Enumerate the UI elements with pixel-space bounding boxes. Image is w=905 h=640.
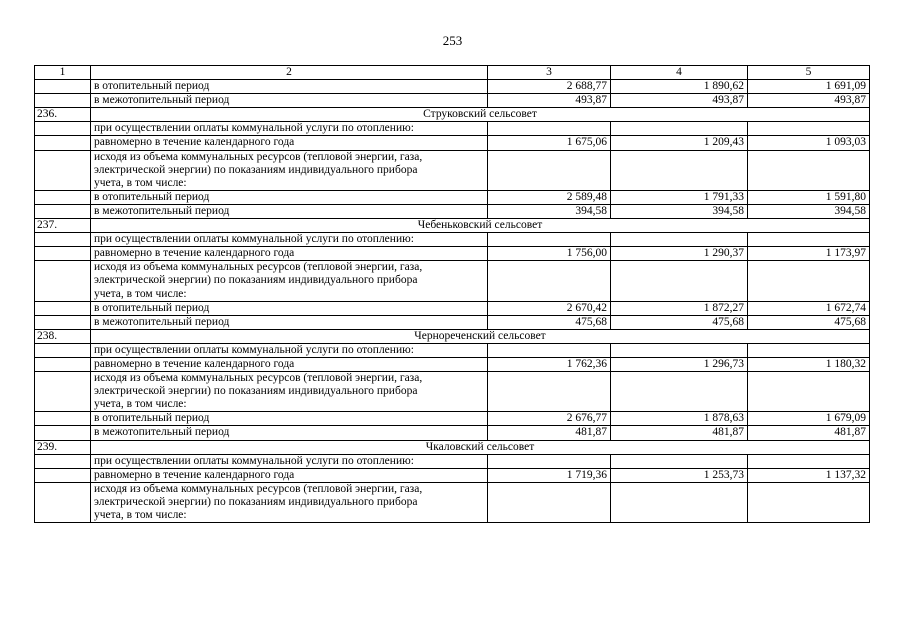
empty-cell (488, 122, 611, 136)
index-cell (35, 190, 91, 204)
empty-cell (748, 454, 870, 468)
empty-cell (748, 150, 870, 190)
meter-row (35, 150, 870, 190)
label-cell (91, 150, 488, 190)
empty-cell (748, 233, 870, 247)
label-cell: при осуществлении оплаты коммунальной услуги по отоплению: (91, 122, 488, 136)
empty-cell (748, 122, 870, 136)
index-cell (35, 426, 91, 440)
header-cell: 4 (611, 66, 748, 80)
index-cell (35, 122, 91, 136)
value-cell: 493,87 (611, 94, 748, 108)
label-cell: в межотопительный период (91, 94, 488, 108)
payment-label-row (35, 454, 870, 468)
label-line: исходя из объема коммунальных ресурсов (тепловой энергии, газа, (94, 150, 423, 163)
label-line: учета, в том числе: (94, 287, 187, 300)
heating-row (35, 301, 870, 315)
value-cell: 1 679,09 (748, 412, 870, 426)
label-line: учета, в том числе: (94, 509, 187, 521)
value-cell: 1 180,32 (748, 357, 870, 371)
label-cell (91, 482, 488, 522)
uniform-row (35, 468, 870, 482)
label-cell: при осуществлении оплаты коммунальной услуги по отоплению: (91, 454, 488, 468)
empty-cell (611, 372, 748, 412)
empty-cell (748, 482, 870, 522)
header-cell: 5 (748, 66, 870, 80)
index-cell (35, 94, 91, 108)
value-cell: 1 672,74 (748, 301, 870, 315)
nonheating-row (35, 204, 870, 218)
empty-cell (611, 454, 748, 468)
label-cell: равномерно в течение календарного года (91, 136, 488, 150)
index-cell (35, 136, 91, 150)
empty-cell (488, 150, 611, 190)
value-cell: 1 093,03 (748, 136, 870, 150)
section-header-row (35, 219, 870, 233)
label-cell: в межотопительный период (91, 426, 488, 440)
index-cell (35, 454, 91, 468)
uniform-row (35, 247, 870, 261)
nonheating-row (35, 426, 870, 440)
label-cell: в межотопительный период (91, 204, 488, 218)
uniform-row (35, 136, 870, 150)
empty-cell (611, 343, 748, 357)
value-cell: 2 670,42 (488, 301, 611, 315)
value-cell: 1 890,62 (611, 80, 748, 94)
label-cell: при осуществлении оплаты коммунальной услуги по отоплению: (91, 233, 488, 247)
label-cell: при осуществлении оплаты коммунальной услуги по отоплению: (91, 343, 488, 357)
label-line: исходя из объема коммунальных ресурсов (тепловой энергии, газа, (94, 372, 423, 385)
value-cell: 394,58 (611, 204, 748, 218)
section-name: Чебеньковский сельсовет (91, 219, 870, 233)
empty-cell (611, 122, 748, 136)
index-cell (35, 204, 91, 218)
value-cell: 394,58 (488, 204, 611, 218)
value-cell: 1 290,37 (611, 247, 748, 261)
section-index: 238. (35, 329, 91, 343)
heating-row (35, 412, 870, 426)
nonheating-row (35, 315, 870, 329)
index-cell (35, 343, 91, 357)
payment-label-row (35, 343, 870, 357)
label-cell: в отопительный период (91, 412, 488, 426)
section-header-row (35, 440, 870, 454)
index-cell (35, 412, 91, 426)
value-cell: 481,87 (748, 426, 870, 440)
value-cell: 475,68 (748, 315, 870, 329)
header-cell: 2 (91, 66, 488, 80)
section-index: 236. (35, 108, 91, 122)
empty-cell (488, 261, 611, 301)
empty-cell (748, 261, 870, 301)
page-number: 253 (442, 33, 463, 48)
empty-cell (611, 150, 748, 190)
empty-cell (748, 372, 870, 412)
index-cell (35, 301, 91, 315)
section-header-row (35, 108, 870, 122)
header-cell: 1 (35, 66, 91, 80)
value-cell: 394,58 (748, 204, 870, 218)
value-cell: 493,87 (488, 94, 611, 108)
index-cell (35, 315, 91, 329)
label-cell (91, 261, 488, 301)
label-line: электрической энергии) по показаниям индивидуального прибора (94, 274, 418, 287)
label-line: электрической энергии) по показаниям индивидуального прибора (94, 385, 418, 398)
label-line: учета, в том числе: (94, 176, 187, 189)
empty-cell (748, 343, 870, 357)
empty-cell (488, 343, 611, 357)
value-cell: 481,87 (611, 426, 748, 440)
section-name: Чкаловский сельсовет (91, 440, 870, 454)
label-cell (91, 372, 488, 412)
label-cell: равномерно в течение календарного года (91, 468, 488, 482)
value-cell: 1 756,00 (488, 247, 611, 261)
value-cell: 1 691,09 (748, 80, 870, 94)
label-line: электрической энергии) по показаниям индивидуального прибора (94, 495, 418, 508)
value-cell: 1 209,43 (611, 136, 748, 150)
value-cell: 1 675,06 (488, 136, 611, 150)
index-cell (35, 482, 91, 522)
meter-row (35, 372, 870, 412)
value-cell: 475,68 (488, 315, 611, 329)
index-cell (35, 357, 91, 371)
label-cell: в отопительный период (91, 301, 488, 315)
section-index: 239. (35, 440, 91, 454)
index-cell (35, 261, 91, 301)
table-row (35, 80, 870, 94)
value-cell: 2 676,77 (488, 412, 611, 426)
empty-cell (488, 233, 611, 247)
section-name: Струковский сельсовет (91, 108, 870, 122)
label-cell: в отопительный период (91, 80, 488, 94)
payment-label-row (35, 233, 870, 247)
value-cell: 481,87 (488, 426, 611, 440)
empty-cell (611, 261, 748, 301)
value-cell: 1 591,80 (748, 190, 870, 204)
index-cell (35, 150, 91, 190)
label-cell: равномерно в течение календарного года (91, 247, 488, 261)
index-cell (35, 247, 91, 261)
value-cell: 1 296,73 (611, 357, 748, 371)
value-cell: 1 872,27 (611, 301, 748, 315)
index-cell (35, 372, 91, 412)
value-cell: 475,68 (611, 315, 748, 329)
empty-cell (488, 482, 611, 522)
header-cell: 3 (488, 66, 611, 80)
index-cell (35, 80, 91, 94)
value-cell: 2 589,48 (488, 190, 611, 204)
index-cell (35, 233, 91, 247)
value-cell: 1 878,63 (611, 412, 748, 426)
value-cell: 1 137,32 (748, 468, 870, 482)
heating-row (35, 190, 870, 204)
header-row (35, 66, 870, 80)
section-index: 237. (35, 219, 91, 233)
value-cell: 2 688,77 (488, 80, 611, 94)
label-cell: в межотопительный период (91, 315, 488, 329)
empty-cell (611, 233, 748, 247)
index-cell (35, 468, 91, 482)
value-cell: 1 173,97 (748, 247, 870, 261)
value-cell: 1 719,36 (488, 468, 611, 482)
value-cell: 1 253,73 (611, 468, 748, 482)
value-cell: 493,87 (748, 94, 870, 108)
empty-cell (611, 482, 748, 522)
uniform-row (35, 357, 870, 371)
label-cell: равномерно в течение календарного года (91, 357, 488, 371)
section-name: Чернореченский сельсовет (91, 329, 870, 343)
meter-row (35, 261, 870, 301)
label-line: исходя из объема коммунальных ресурсов (тепловой энергии, газа, (94, 482, 423, 495)
tariff-table (34, 65, 870, 523)
label-line: электрической энергии) по показаниям индивидуального прибора (94, 163, 418, 176)
value-cell: 1 791,33 (611, 190, 748, 204)
meter-row (35, 482, 870, 522)
label-line: исходя из объема коммунальных ресурсов (тепловой энергии, газа, (94, 261, 423, 274)
empty-cell (488, 454, 611, 468)
payment-label-row (35, 122, 870, 136)
empty-cell (488, 372, 611, 412)
label-cell: в отопительный период (91, 190, 488, 204)
label-line: учета, в том числе: (94, 398, 187, 411)
section-header-row (35, 329, 870, 343)
value-cell: 1 762,36 (488, 357, 611, 371)
table-row (35, 94, 870, 108)
